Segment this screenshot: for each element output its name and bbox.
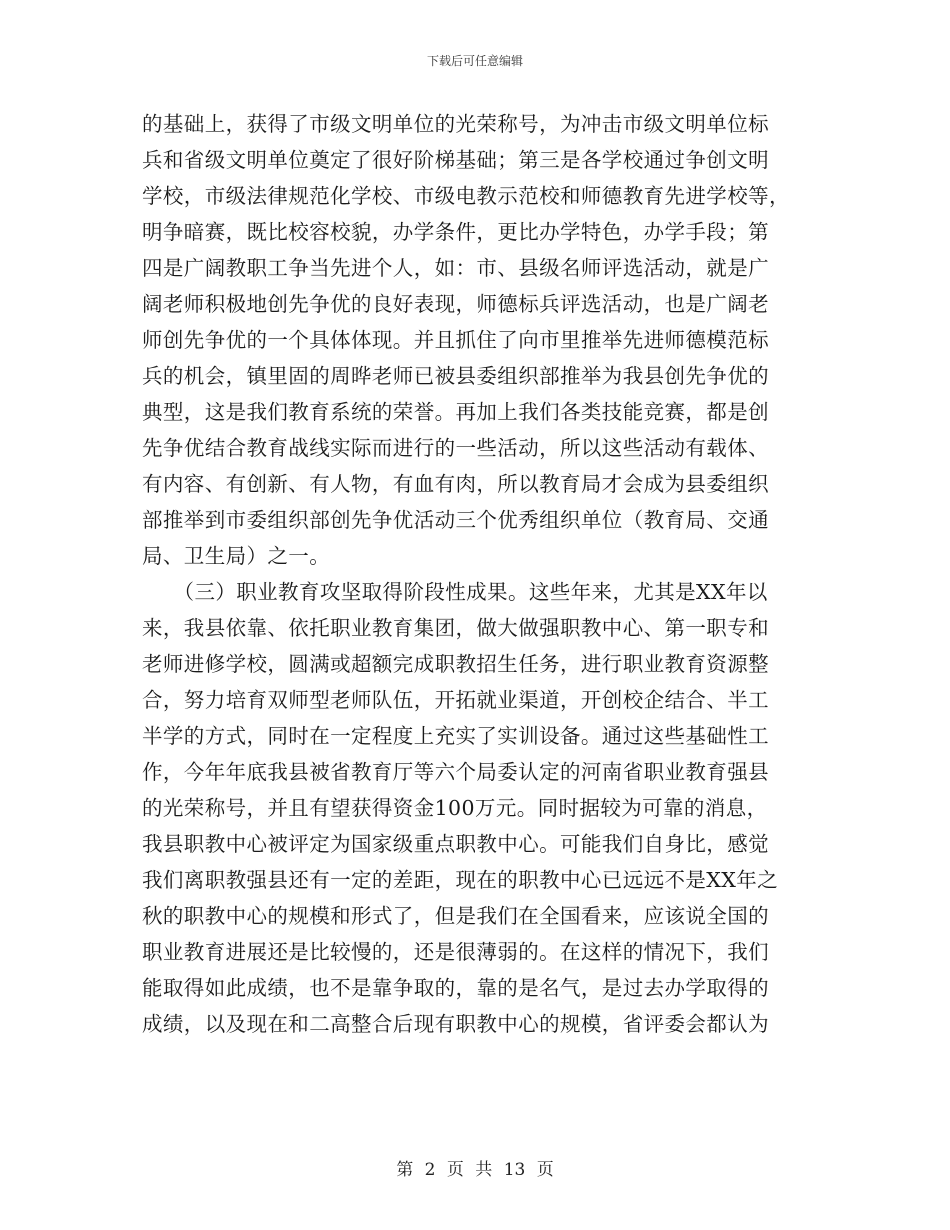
text-line: 典型，这是我们教育系统的荣誉。再加上我们各类技能竞赛，都是创 [142,400,769,424]
text-line: 四是广阔教职工争当先进个人，如：市、县级名师评选活动，就是广 [142,256,769,280]
text-line: 半学的方式，同时在一定程度上充实了实训设备。通过这些基础性工 [142,724,769,748]
text-line: 师创先争优的一个具体体现。并且抓住了向市里推举先进师德模范标 [142,328,769,352]
text-line: 老师进修学校，圆满或超额完成职教招生任务，进行职业教育资源整 [142,652,769,676]
text-line: （三）职业教育攻坚取得阶段性成果。这些年来，尤其是XX年以 [142,580,768,604]
text-line: 兵的机会，镇里固的周晔老师已被县委组织部推举为我县创先争优的 [142,364,769,388]
page-footer: 第 2 页 共 13 页 [396,1160,554,1180]
document-body [142,106,812,1042]
text-line: 有内容、有创新、有人物，有血有肉，所以教育局才会成为县委组织 [142,472,769,496]
text-line: 能取得如此成绩，也不是靠争取的，靠的是名气，是过去办学取得的 [142,976,769,1000]
page-header: 下载后可任意编辑 [426,54,523,68]
text-line: 合，努力培育双师型老师队伍，开拓就业渠道，开创校企结合、半工 [142,688,769,712]
text-line: 我们离职教强县还有一定的差距，现在的职教中心已远远不是XX年之 [142,868,779,892]
text-line: 明争暗赛，既比校容校貌，办学条件，更比办学特色，办学手段；第 [142,220,769,244]
text-line: 的基础上，获得了市级文明单位的光荣称号，为冲击市级文明单位标 [142,112,769,136]
text-line: 的光荣称号，并且有望获得资金100万元。同时据较为可靠的消息， [142,796,768,820]
text-line: 来，我县依靠、依托职业教育集团，做大做强职教中心、第一职专和 [142,616,769,640]
text-line: 我县职教中心被评定为国家级重点职教中心。可能我们自身比，感觉 [142,832,769,856]
text-line: 部推举到市委组织部创先争优活动三个优秀组织单位（教育局、交通 [142,508,769,532]
text-line: 作，今年年底我县被省教育厅等六个局委认定的河南省职业教育强县 [142,760,769,784]
text-line: 学校，市级法律规范化学校、市级电教示范校和师德教育先进学校等， [142,184,790,208]
text-line: 兵和省级文明单位奠定了很好阶梯基础；第三是各学校通过争创文明 [142,148,769,172]
text-line: 职业教育进展还是比较慢的，还是很薄弱的。在这样的情况下，我们 [142,940,769,964]
text-line: 局、卫生局）之一。 [142,544,331,568]
text-line: 先争优结合教育战线实际而进行的一些活动，所以这些活动有载体、 [142,436,769,460]
text-line: 秋的职教中心的规模和形式了，但是我们在全国看来，应该说全国的 [142,904,769,928]
text-line: 阔老师积极地创先争优的良好表现，师德标兵评选活动，也是广阔老 [142,292,769,316]
text-line: 成绩，以及现在和二高整合后现有职教中心的规模，省评委会都认为 [142,1012,769,1036]
